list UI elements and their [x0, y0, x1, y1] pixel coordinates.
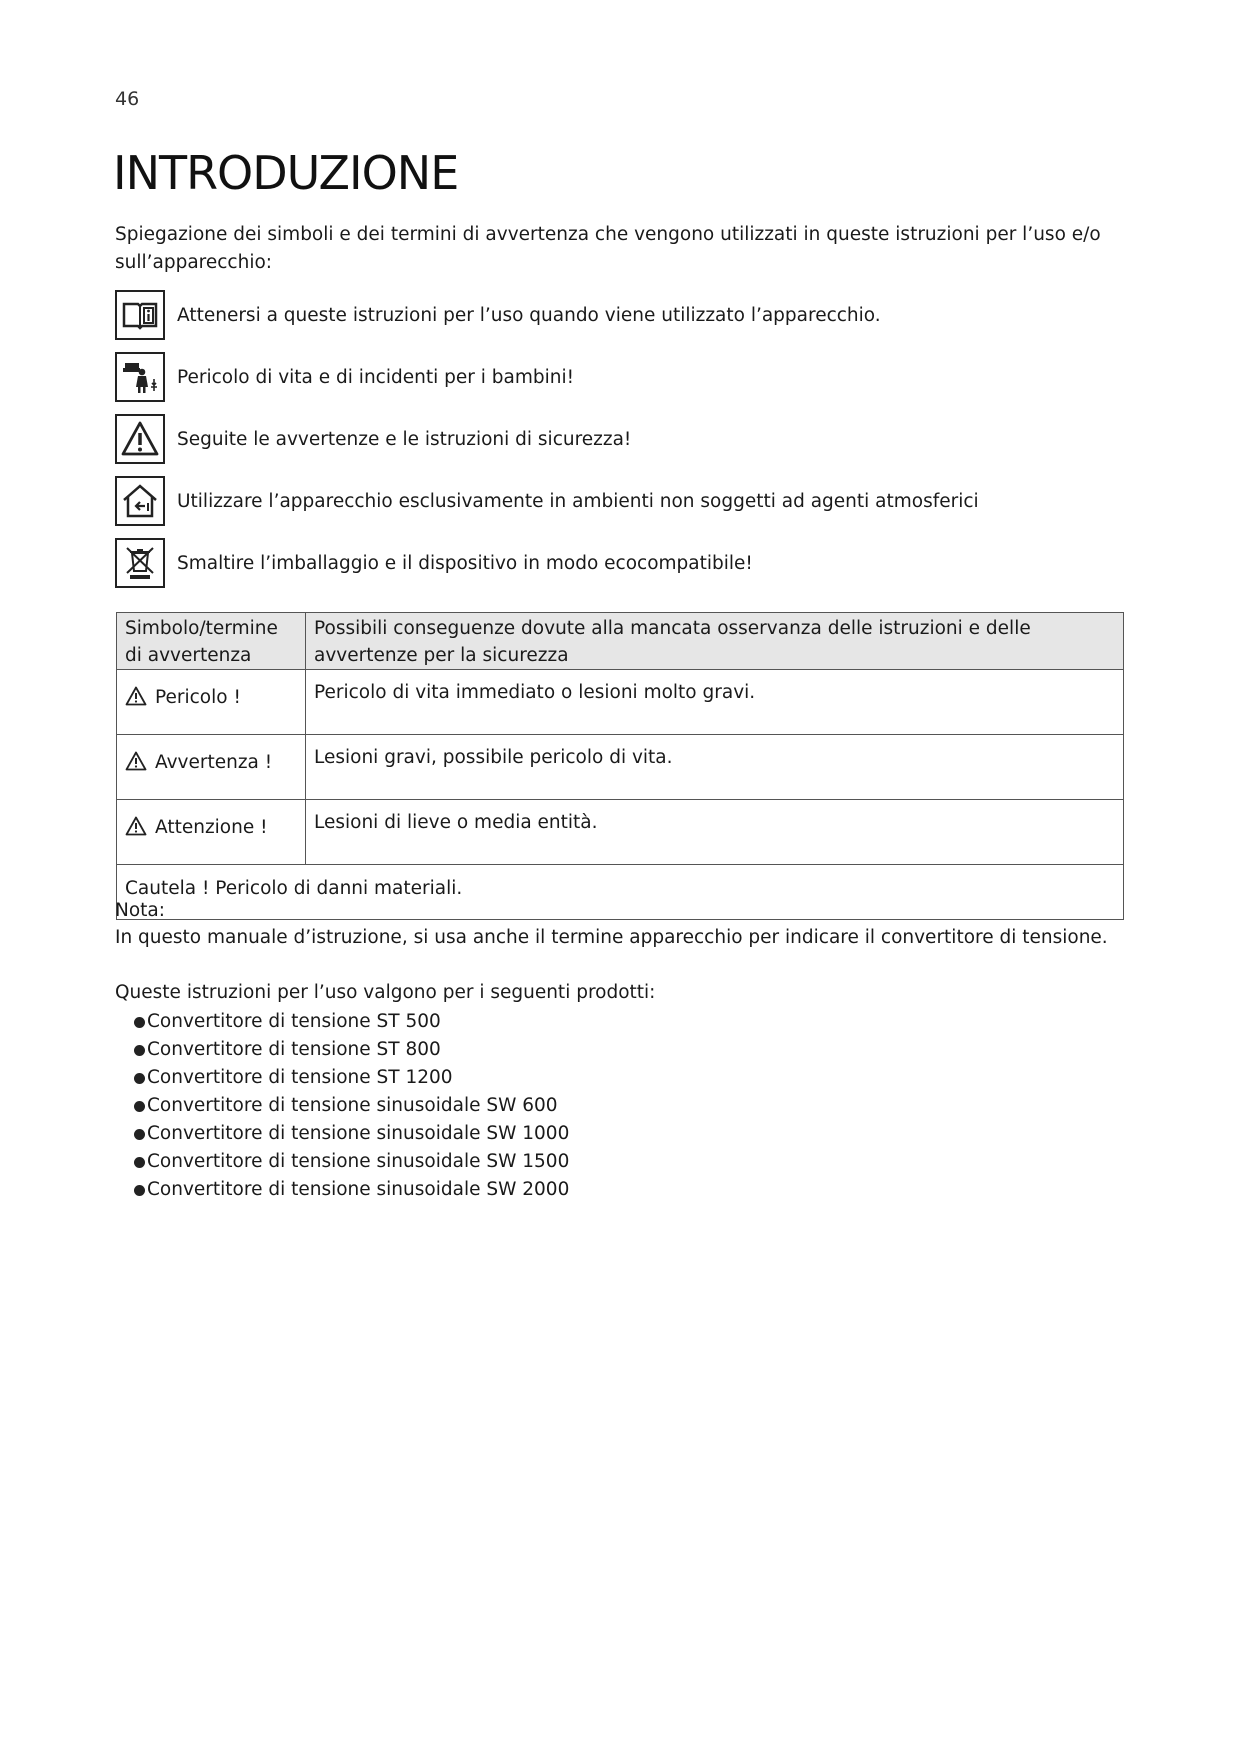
product-name: Convertitore di tensione sinusoidale SW 1500 — [147, 1151, 570, 1172]
bullet-icon — [134, 1073, 145, 1084]
product-name: Convertitore di tensione ST 800 — [147, 1039, 441, 1060]
term-label: Avvertenza ! — [155, 752, 273, 773]
consequence-cell: Lesioni gravi, possibile pericolo di vita. — [306, 735, 1124, 800]
list-item — [134, 1036, 569, 1064]
product-name: Convertitore di tensione ST 500 — [147, 1011, 441, 1032]
product-name: Convertitore di tensione ST 1200 — [147, 1067, 453, 1088]
bullet-icon — [134, 1101, 145, 1112]
table-header-term: Simbolo/termine di avvertenza — [117, 613, 306, 670]
term-cell — [117, 670, 306, 735]
table-header-consequence: Possibili conseguenze dovute alla mancata osservanza delle istruzioni e delle avvertenze per la sicurezza — [306, 613, 1124, 670]
warning-triangle-icon — [125, 686, 147, 706]
symbol-row — [115, 284, 979, 346]
list-item — [134, 1008, 569, 1036]
table-header-row — [117, 613, 1124, 670]
product-name: Convertitore di tensione sinusoidale SW 2000 — [147, 1179, 570, 1200]
bullet-icon — [134, 1129, 145, 1140]
products-label: Queste istruzioni per l’uso valgono per i seguenti prodotti: — [115, 982, 656, 1003]
bullet-icon — [134, 1185, 145, 1196]
table-row-cautela — [117, 865, 1124, 920]
crossed-bin-icon — [115, 538, 165, 588]
symbol-row — [115, 532, 979, 594]
indoor-house-icon — [115, 476, 165, 526]
term-cell — [117, 800, 306, 865]
page-title: INTRODUZIONE — [113, 146, 459, 200]
symbol-text: Smaltire l’imballaggio e il dispositivo in modo ecocompatibile! — [177, 552, 753, 574]
symbol-row — [115, 346, 979, 408]
note-text: In questo manuale d’istruzione, si usa anche il termine apparecchio per indicare il convertitore di tensione. — [115, 927, 1108, 948]
bullet-icon — [134, 1045, 145, 1056]
term-label: Pericolo ! — [155, 687, 241, 708]
bullet-icon — [134, 1157, 145, 1168]
warning-triangle-icon — [125, 751, 147, 771]
product-name: Convertitore di tensione sinusoidale SW 1000 — [147, 1123, 570, 1144]
symbol-text: Attenersi a queste istruzioni per l’uso quando viene utilizzato l’apparecchio. — [177, 304, 881, 326]
table-row — [117, 800, 1124, 865]
symbol-row — [115, 408, 979, 470]
term-label: Attenzione ! — [155, 817, 268, 838]
table-row — [117, 670, 1124, 735]
table-row — [117, 735, 1124, 800]
consequence-cell: Lesioni di lieve o media entità. — [306, 800, 1124, 865]
term-cell — [117, 735, 306, 800]
page-number: 46 — [115, 88, 140, 110]
symbol-row — [115, 470, 979, 532]
list-item — [134, 1064, 569, 1092]
product-name: Convertitore di tensione sinusoidale SW 600 — [147, 1095, 558, 1116]
manual-info-icon — [115, 290, 165, 340]
list-item — [134, 1092, 569, 1120]
symbol-list — [115, 284, 979, 594]
bullet-icon — [134, 1017, 145, 1028]
list-item — [134, 1176, 569, 1204]
symbol-text: Utilizzare l’apparecchio esclusivamente in ambienti non soggetti ad agenti atmosferici — [177, 490, 979, 512]
list-item — [134, 1120, 569, 1148]
product-list — [134, 1008, 569, 1204]
warning-terms-table — [116, 612, 1124, 920]
child-danger-icon — [115, 352, 165, 402]
symbol-text: Pericolo di vita e di incidenti per i bambini! — [177, 366, 575, 388]
consequence-cell: Pericolo di vita immediato o lesioni molto gravi. — [306, 670, 1124, 735]
symbol-text: Seguite le avvertenze e le istruzioni di sicurezza! — [177, 428, 632, 450]
warning-triangle-icon — [125, 816, 147, 836]
intro-text: Spiegazione dei simboli e dei termini di avvertenza che vengono utilizzati in queste istruzioni per l’uso e/o sull’apparecchio: — [115, 224, 1101, 273]
cautela-cell: Cautela ! Pericolo di danni materiali. — [117, 865, 1124, 920]
list-item — [134, 1148, 569, 1176]
warning-triangle-icon — [115, 414, 165, 464]
note-label: Nota: — [115, 900, 165, 921]
